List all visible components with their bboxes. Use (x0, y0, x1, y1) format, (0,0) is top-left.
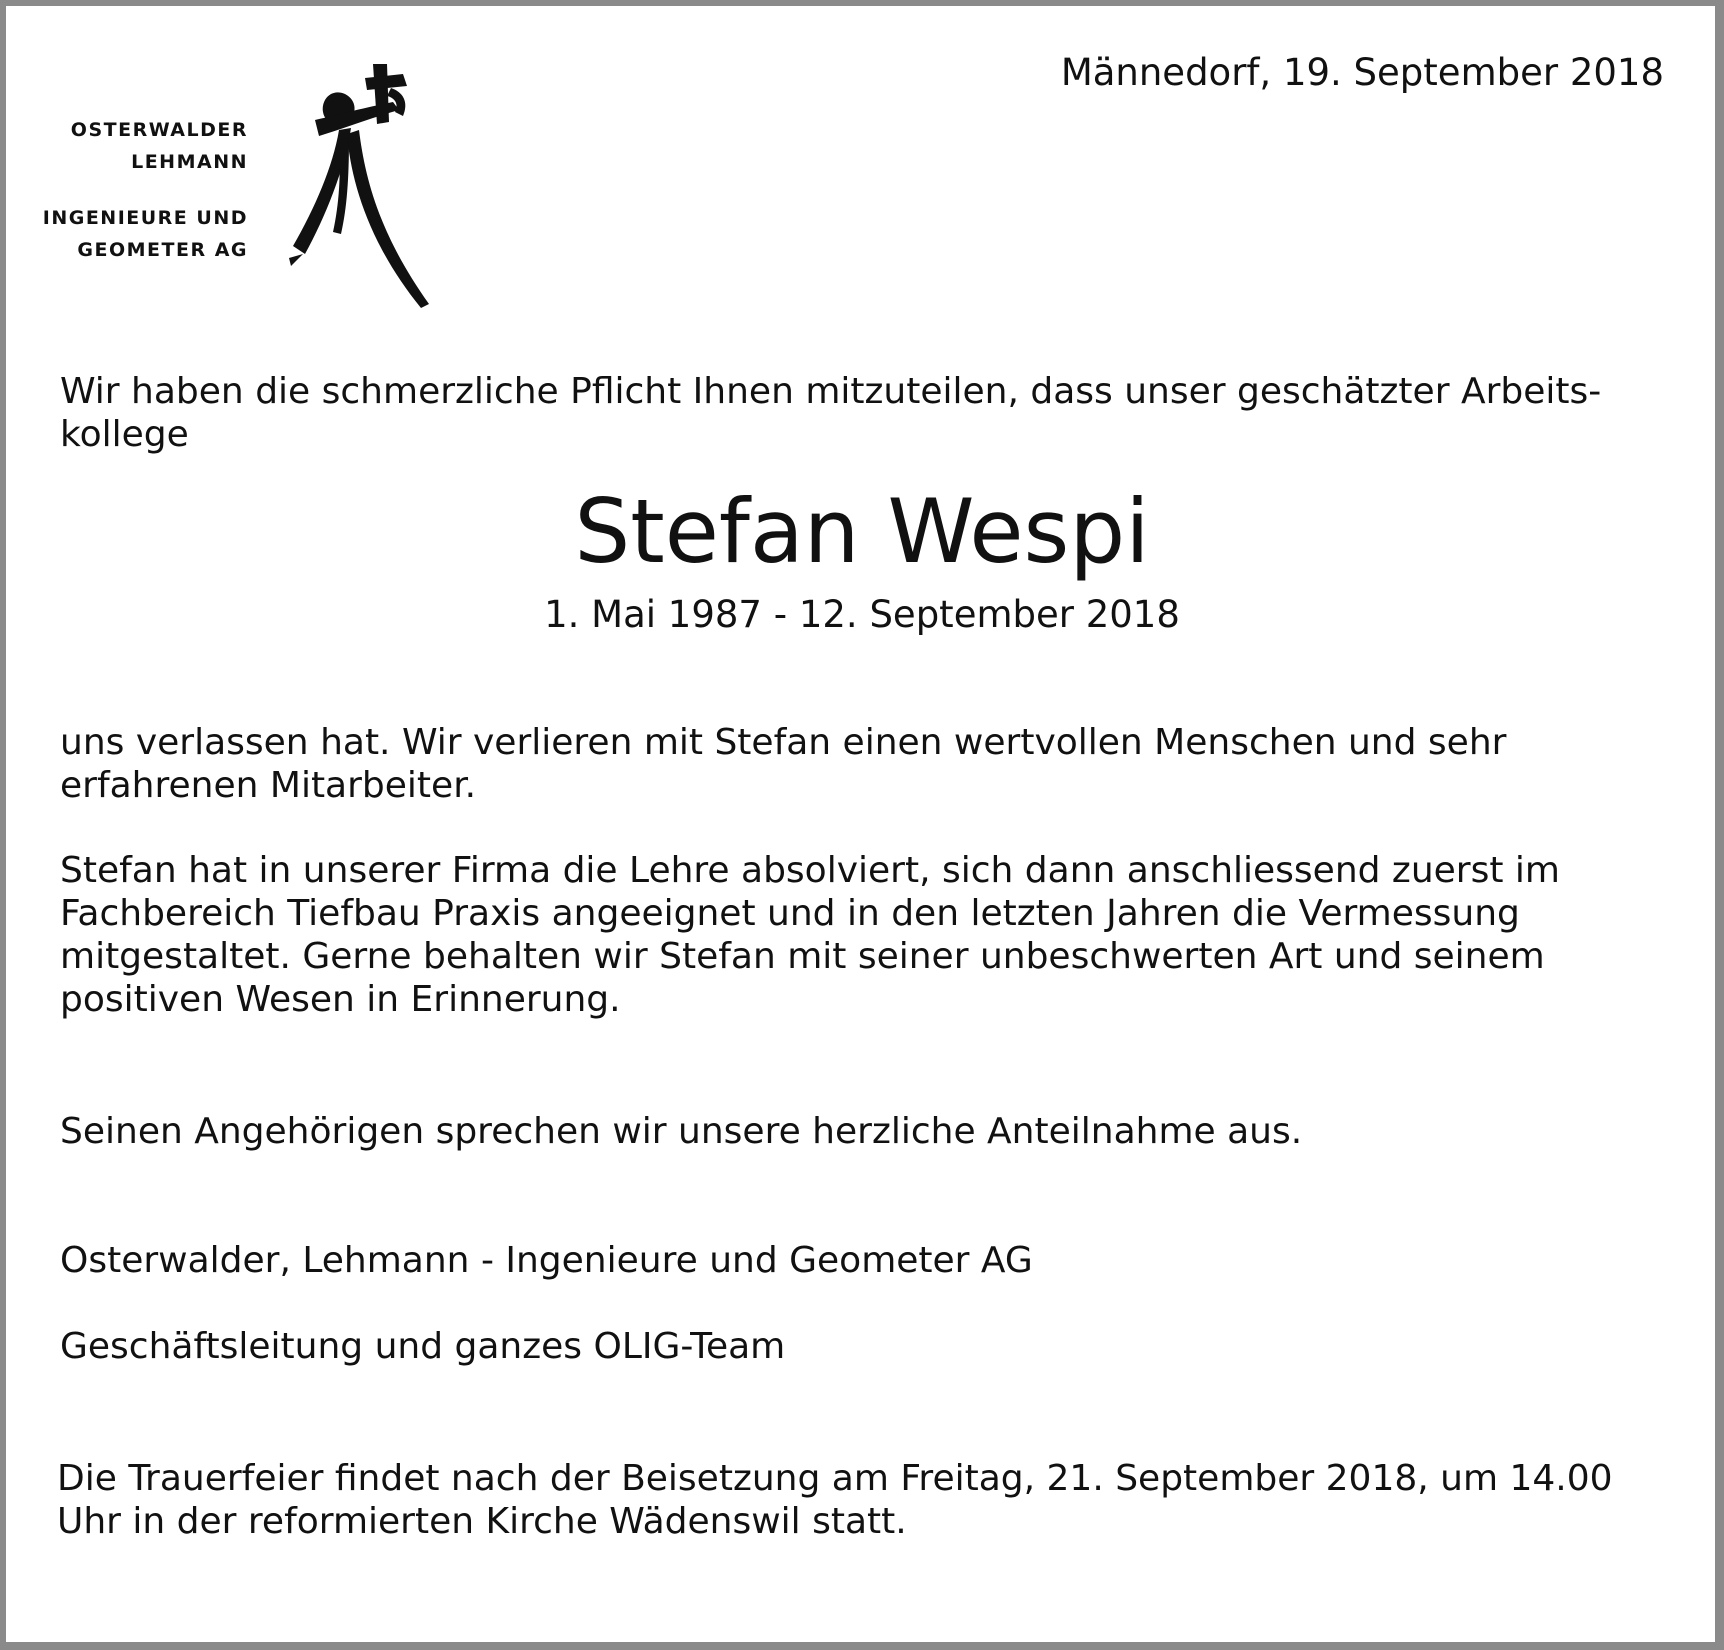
logo-text-line-2: LEHMANN (131, 151, 248, 173)
ceremony-notice: Die Trauerfeier findet nach der Beisetzung am Freitag, 21. September 2018, um 14.00 Uhr in der reformierten Kirche Wädenswil statt. (57, 1458, 1613, 1542)
deceased-name: Stefan Wespi (574, 480, 1150, 583)
intro-text: Wir haben die schmerzliche Pflicht Ihnen mitzuteilen, dass unser geschätzter Arbeits- kollege (60, 371, 1602, 455)
paragraph-condolence: Seinen Angehörigen sprechen wir unsere herzliche Anteilnahme aus. (60, 1111, 1303, 1152)
paragraph-career: Stefan hat in unserer Firma die Lehre absolviert, sich dann anschliessend zuerst im Fachbereich Tiefbau Praxis angeeignet und in den letzten Jahren die Vermessung mitgestaltet. Gerne behalten wir Stefan mit seiner unbeschwerten Art und seinem positiven Wesen in Erinnerung. (60, 850, 1560, 1020)
logo-text-line-3: INGENIEURE UND (42, 207, 248, 229)
lifespan-dates: 1. Mai 1987 - 12. September 2018 (544, 593, 1180, 636)
logo-text-line-4: GEOMETER AG (77, 239, 248, 261)
signature-team: Geschäftsleitung und ganzes OLIG-Team (60, 1326, 786, 1367)
signature-company: Osterwalder, Lehmann - Ingenieure und Geometer AG (60, 1240, 1033, 1281)
paragraph-loss: uns verlassen hat. Wir verlieren mit Stefan einen wertvollen Menschen und sehr erfahrenen Mitarbeiter. (60, 722, 1507, 806)
logo-text-line-1: OSTERWALDER (70, 119, 248, 141)
place-date: Männedorf, 19. September 2018 (1060, 51, 1664, 94)
company-logo (42, 58, 438, 308)
surveyor-with-theodolite-icon (253, 58, 433, 308)
